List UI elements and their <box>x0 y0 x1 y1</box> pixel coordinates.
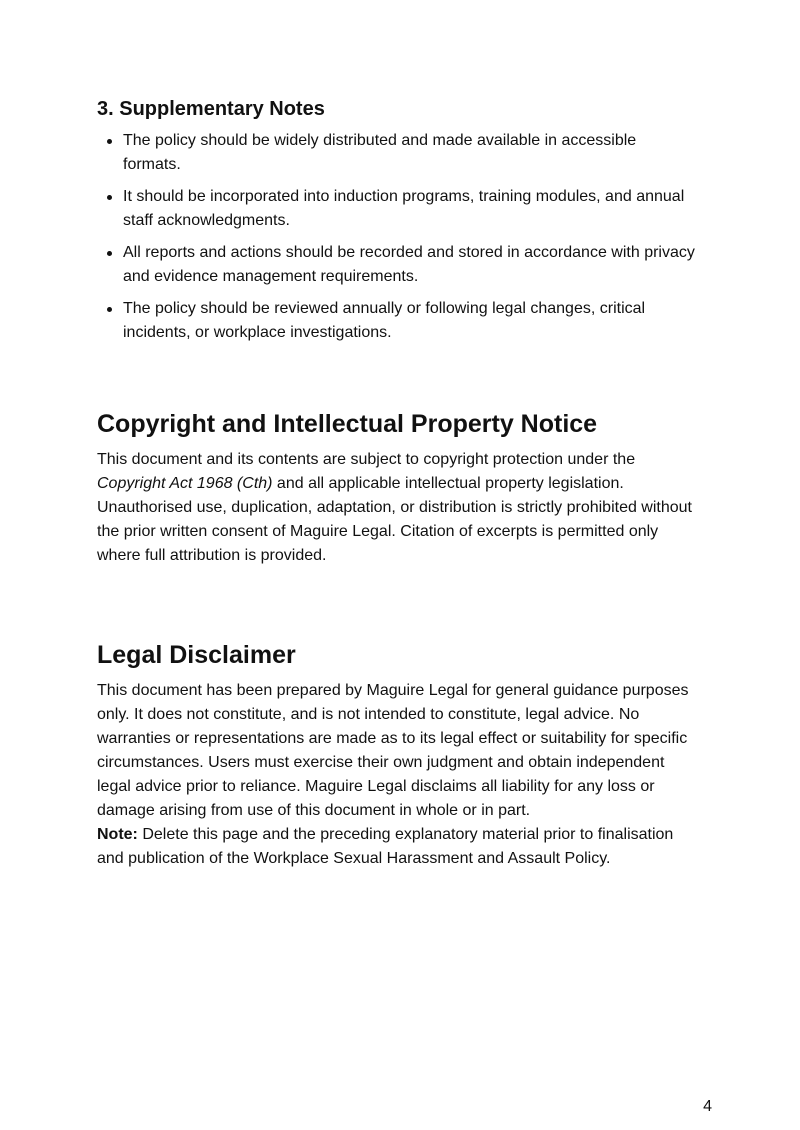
copyright-heading: Copyright and Intellectual Property Notice <box>97 410 598 438</box>
copyright-act-name: Copyright Act 1968 (Cth) <box>97 475 273 492</box>
disclaimer-section <box>97 639 697 823</box>
document-page <box>97 95 697 871</box>
list-item: The policy should be reviewed annually or following legal changes, critical incidents, or workplace investigations. <box>123 297 697 345</box>
note-paragraph <box>97 823 697 871</box>
note-label: Note: <box>97 826 138 843</box>
supplementary-notes-list <box>97 129 697 345</box>
copyright-text-end: and all applicable intellectual property legislation. Unauthorised use, duplication, adaptation, or distribution is strictly prohibited without the prior written consent of Maguire Legal. Citation of excerpts is permitted only where full attribution is provided. <box>97 475 692 564</box>
supplementary-notes-section <box>97 95 697 345</box>
note-text: Delete this page and the preceding explanatory material prior to finalisation and publication of the Workplace Sexual Harassment and Assault Policy. <box>97 826 674 867</box>
list-item: The policy should be widely distributed and made available in accessible formats. <box>123 129 697 177</box>
list-item: All reports and actions should be recorded and stored in accordance with privacy and evidence management requirements. <box>123 241 697 289</box>
page-number: 4 <box>703 1098 712 1115</box>
supplementary-notes-heading: 3. Supplementary Notes <box>97 98 325 120</box>
list-item: It should be incorporated into induction programs, training modules, and annual staff acknowledgments. <box>123 185 697 233</box>
copyright-paragraph <box>97 448 697 568</box>
copyright-text-start: This document and its contents are subject to copyright protection under the <box>97 451 636 468</box>
disclaimer-paragraph: This document has been prepared by Maguire Legal for general guidance purposes only. It does not constitute, and is not intended to constitute, legal advice. No warranties or representations are made as to its legal effect or suitability for specific circumstances. Users must exercise their own judgment and obtain independent legal advice prior to reliance. Maguire Legal disclaims all liability for any loss or damage arising from use of this document in whole or in part. <box>97 682 689 819</box>
disclaimer-heading: Legal Disclaimer <box>97 641 296 669</box>
copyright-section <box>97 408 697 568</box>
